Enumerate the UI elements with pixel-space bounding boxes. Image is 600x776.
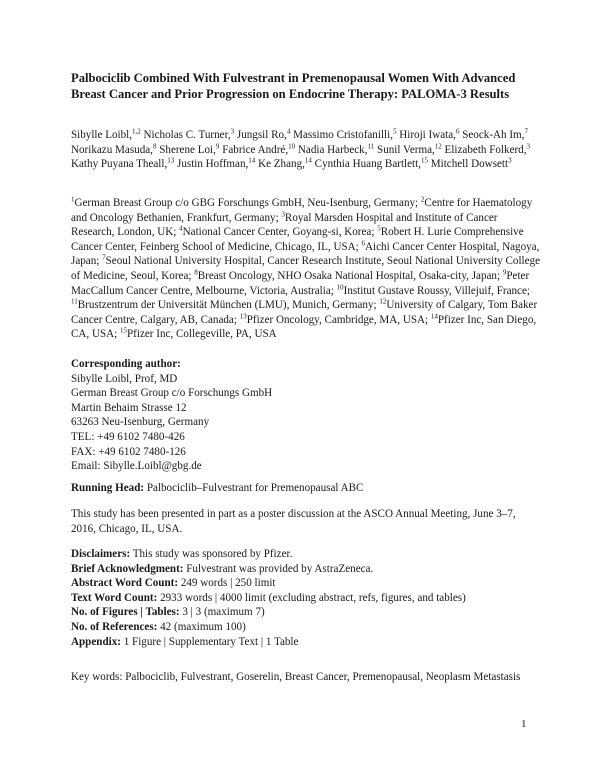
affiliation: $^6$Aichi Cancer Center Hospital, Nagoya, Japan; [71, 239, 540, 268]
author: Norikazu Masuda,$^8$ [71, 141, 157, 156]
affiliation: $^1$German Breast Group c/o GBG Forschungs GmbH, Neu-Isenburg, Germany; [71, 195, 421, 209]
author: Ke Zhang,$^{14}$ [255, 156, 312, 171]
affiliation: $^2$Centre for Haematology and Oncology Bethanien, Frankfurt, Germany; [71, 195, 533, 224]
affiliation: $^{12}$University of Calgary, Tom Baker Cancer Centre, Calgary, AB, Canada; [71, 297, 538, 326]
manuscript-facts [71, 547, 541, 649]
affiliation: $^7$Seoul National University Hospital, Cancer Research Institute, Seoul National University College of Medicine, Seoul, Korea; [71, 253, 541, 282]
affiliation: $^{15}$Pfizer Inc, Collegeville, PA, USA [120, 326, 277, 341]
paper-title: Palbociclib Combined With Fulvestrant in Premenopausal Women With Advanced Breast Cancer and Prior Progression on Endocrine Therapy: PALOMA-3 Results [71, 71, 516, 101]
author: Mitchell Dowsett$^3$ [427, 156, 512, 171]
fact-acknowledgment: Brief Acknowledgment: Fulvestrant was provided by AstraZeneca. [71, 562, 374, 575]
corresponding-city: 63263 Neu-Isenburg, Germany [71, 416, 210, 429]
author: Nicholas C. Turner,$^3$ [140, 127, 235, 141]
running-head-value: Palbociclib–Fulvestrant for Premenopausal ABC [144, 482, 364, 494]
author: Massimo Cristofanilli,$^5$ [290, 127, 397, 141]
author: Justin Hoffman,$^{14}$ [174, 156, 256, 171]
author: Elizabeth Folkerd,$^3$ [441, 141, 531, 156]
fact-references: No. of References: 42 (maximum 100) [71, 620, 246, 633]
running-head [71, 481, 541, 496]
presentation-note: This study has been presented in part as a poster discussion at the ASCO Annual Meeting, June 3–7, 2016, Chicago, IL, USA. [71, 508, 516, 535]
author: Jungsil Ro,$^4$ [234, 127, 291, 141]
fact-figures-tables: No. of Figures | Tables: 3 | 3 (maximum 7) [71, 606, 265, 619]
affiliation: $^3$Royal Marsden Hospital and Institute of Cancer Research, London, UK; [71, 209, 498, 239]
author-list [71, 128, 541, 172]
fact-text-word-count: Text Word Count: 2933 words | 4000 limit (excluding abstract, refs, figures, and tables) [71, 591, 466, 604]
author: Kathy Puyana Theall,$^{13}$ [71, 156, 175, 171]
fact-abstract-word-count: Abstract Word Count: 249 words | 250 limit [71, 577, 276, 590]
corresponding-street: Martin Behaim Strasse 12 [71, 401, 187, 414]
affiliation: $^{11}$Brustzentrum der Universität München (LMU), Munich, Germany; [71, 297, 380, 312]
corresponding-email: Email: Sibylle.Loibl@gbg.de [71, 460, 202, 473]
keywords: Key words: Palbociclib, Fulvestrant, Goserelin, Breast Cancer, Premenopausal, Neoplasm Metastasis [71, 671, 521, 683]
affiliation: $^{10}$Institut Gustave Roussy, Villejuif, France; [336, 282, 530, 297]
fact-disclaimers: Disclaimers: This study was sponsored by Pfizer. [71, 548, 293, 560]
author: Hiroji Iwata,$^6$ [396, 127, 460, 141]
corresponding-author-block [71, 357, 541, 474]
affiliation: $^{13}$Pfizer Oncology, Cambridge, MA, USA; [239, 312, 431, 326]
affiliation: $^4$National Cancer Center, Goyang-si, Korea; [179, 224, 378, 239]
affiliation: $^5$Robert H. Lurie Comprehensive Cancer Center, Feinberg School of Medicine, Chicago, IL, USA; [71, 224, 524, 253]
affiliation: $^9$Peter MacCallum Cancer Centre, Melbourne, Victoria, Australia; [71, 268, 530, 297]
author: Cynthia Huang Bartlett,$^{15}$ [311, 156, 428, 171]
page-number: 1 [521, 718, 527, 730]
affiliation: $^{14}$Pfizer Inc, San Diego, CA, USA; [71, 312, 537, 341]
author: Sunil Verma,$^{12}$ [374, 141, 442, 156]
author: Sherene Loi,$^9$ [156, 141, 220, 156]
affiliations [71, 196, 541, 342]
author: Seock-Ah Im,$^7$ [459, 127, 528, 141]
corresponding-org: German Breast Group c/o Forschungs GmbH [71, 387, 273, 400]
running-head-label: Running Head: [71, 482, 145, 494]
author: Sibylle Loibl,$^{1,2}$ [71, 127, 141, 141]
author: Fabrice André,$^{10}$ [219, 141, 296, 156]
author: Nadia Harbeck,$^{11}$ [295, 141, 375, 156]
corresponding-heading: Corresponding author: [71, 358, 181, 370]
affiliation: $^8$Breast Oncology, NHO Osaka National Hospital, Osaka-city, Japan; [194, 268, 503, 282]
corresponding-fax: FAX: +49 6102 7480-126 [71, 445, 186, 458]
fact-appendix: Appendix: 1 Figure | Supplementary Text | 1 Table [71, 635, 299, 648]
corresponding-phone: TEL: +49 6102 7480-426 [71, 430, 185, 443]
corresponding-name: Sibylle Loibl, Prof, MD [71, 372, 178, 385]
